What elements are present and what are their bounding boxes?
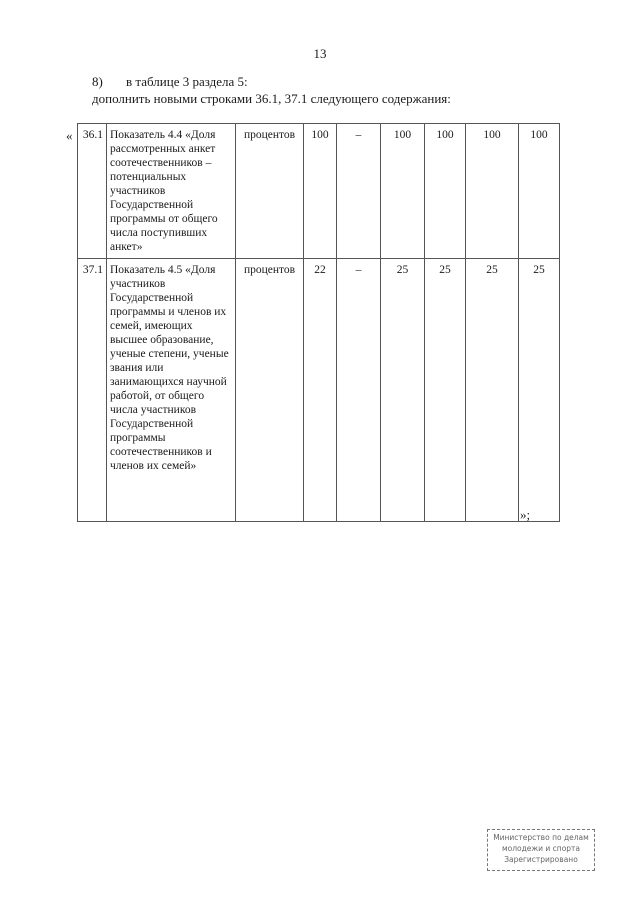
item-number: 8) — [92, 74, 103, 89]
intro-line-2: дополнить новыми строками 36.1, 37.1 следующего содержания: — [92, 91, 451, 106]
value-cell: 100 — [304, 124, 337, 259]
indicators-table — [77, 123, 560, 522]
row-number: 36.1 — [78, 124, 107, 259]
value-cell: 25 — [466, 259, 519, 522]
value-cell: 25 — [425, 259, 466, 522]
table-row — [78, 124, 560, 259]
unit-cell: процентов — [236, 259, 304, 522]
value-cell: – — [337, 259, 381, 522]
page-number: 13 — [313, 46, 327, 61]
stamp-line-3: Зарегистрировано — [504, 855, 578, 864]
value-cell: 100 — [425, 124, 466, 259]
row-number: 37.1 — [78, 259, 107, 522]
stamp-line-2: молодежи и спорта — [501, 844, 581, 853]
opening-quote: « — [66, 128, 73, 143]
registration-stamp — [487, 829, 595, 871]
table-row — [78, 259, 560, 522]
value-cell: 25 — [519, 259, 560, 522]
value-cell: 25 — [381, 259, 425, 522]
value-cell: 100 — [381, 124, 425, 259]
indicator-name: Показатель 4.4 «Доля рассмотренных анкет соотечественников – потенциальных участников Государственной программы от общего числа поступивших анкет» — [107, 124, 236, 259]
unit-cell: процентов — [236, 124, 304, 259]
closing-quote: »; — [520, 507, 531, 522]
value-cell: 22 — [304, 259, 337, 522]
value-cell: 100 — [519, 124, 560, 259]
intro-line-1 — [92, 73, 451, 90]
stamp-line-1: Министерство по делам — [493, 833, 589, 842]
indicator-name: Показатель 4.5 «Доля участников Государственной программы и членов их семей, имеющих высшее образование, ученые степени, ученые звания или занимающихся научной работой, от общего числа участников Государственной программы соотечественников и членов их семей» — [107, 259, 236, 522]
value-cell: 100 — [466, 124, 519, 259]
intro-text — [92, 73, 451, 107]
intro-line-1-text: в таблице 3 раздела 5: — [126, 74, 248, 89]
value-cell: – — [337, 124, 381, 259]
